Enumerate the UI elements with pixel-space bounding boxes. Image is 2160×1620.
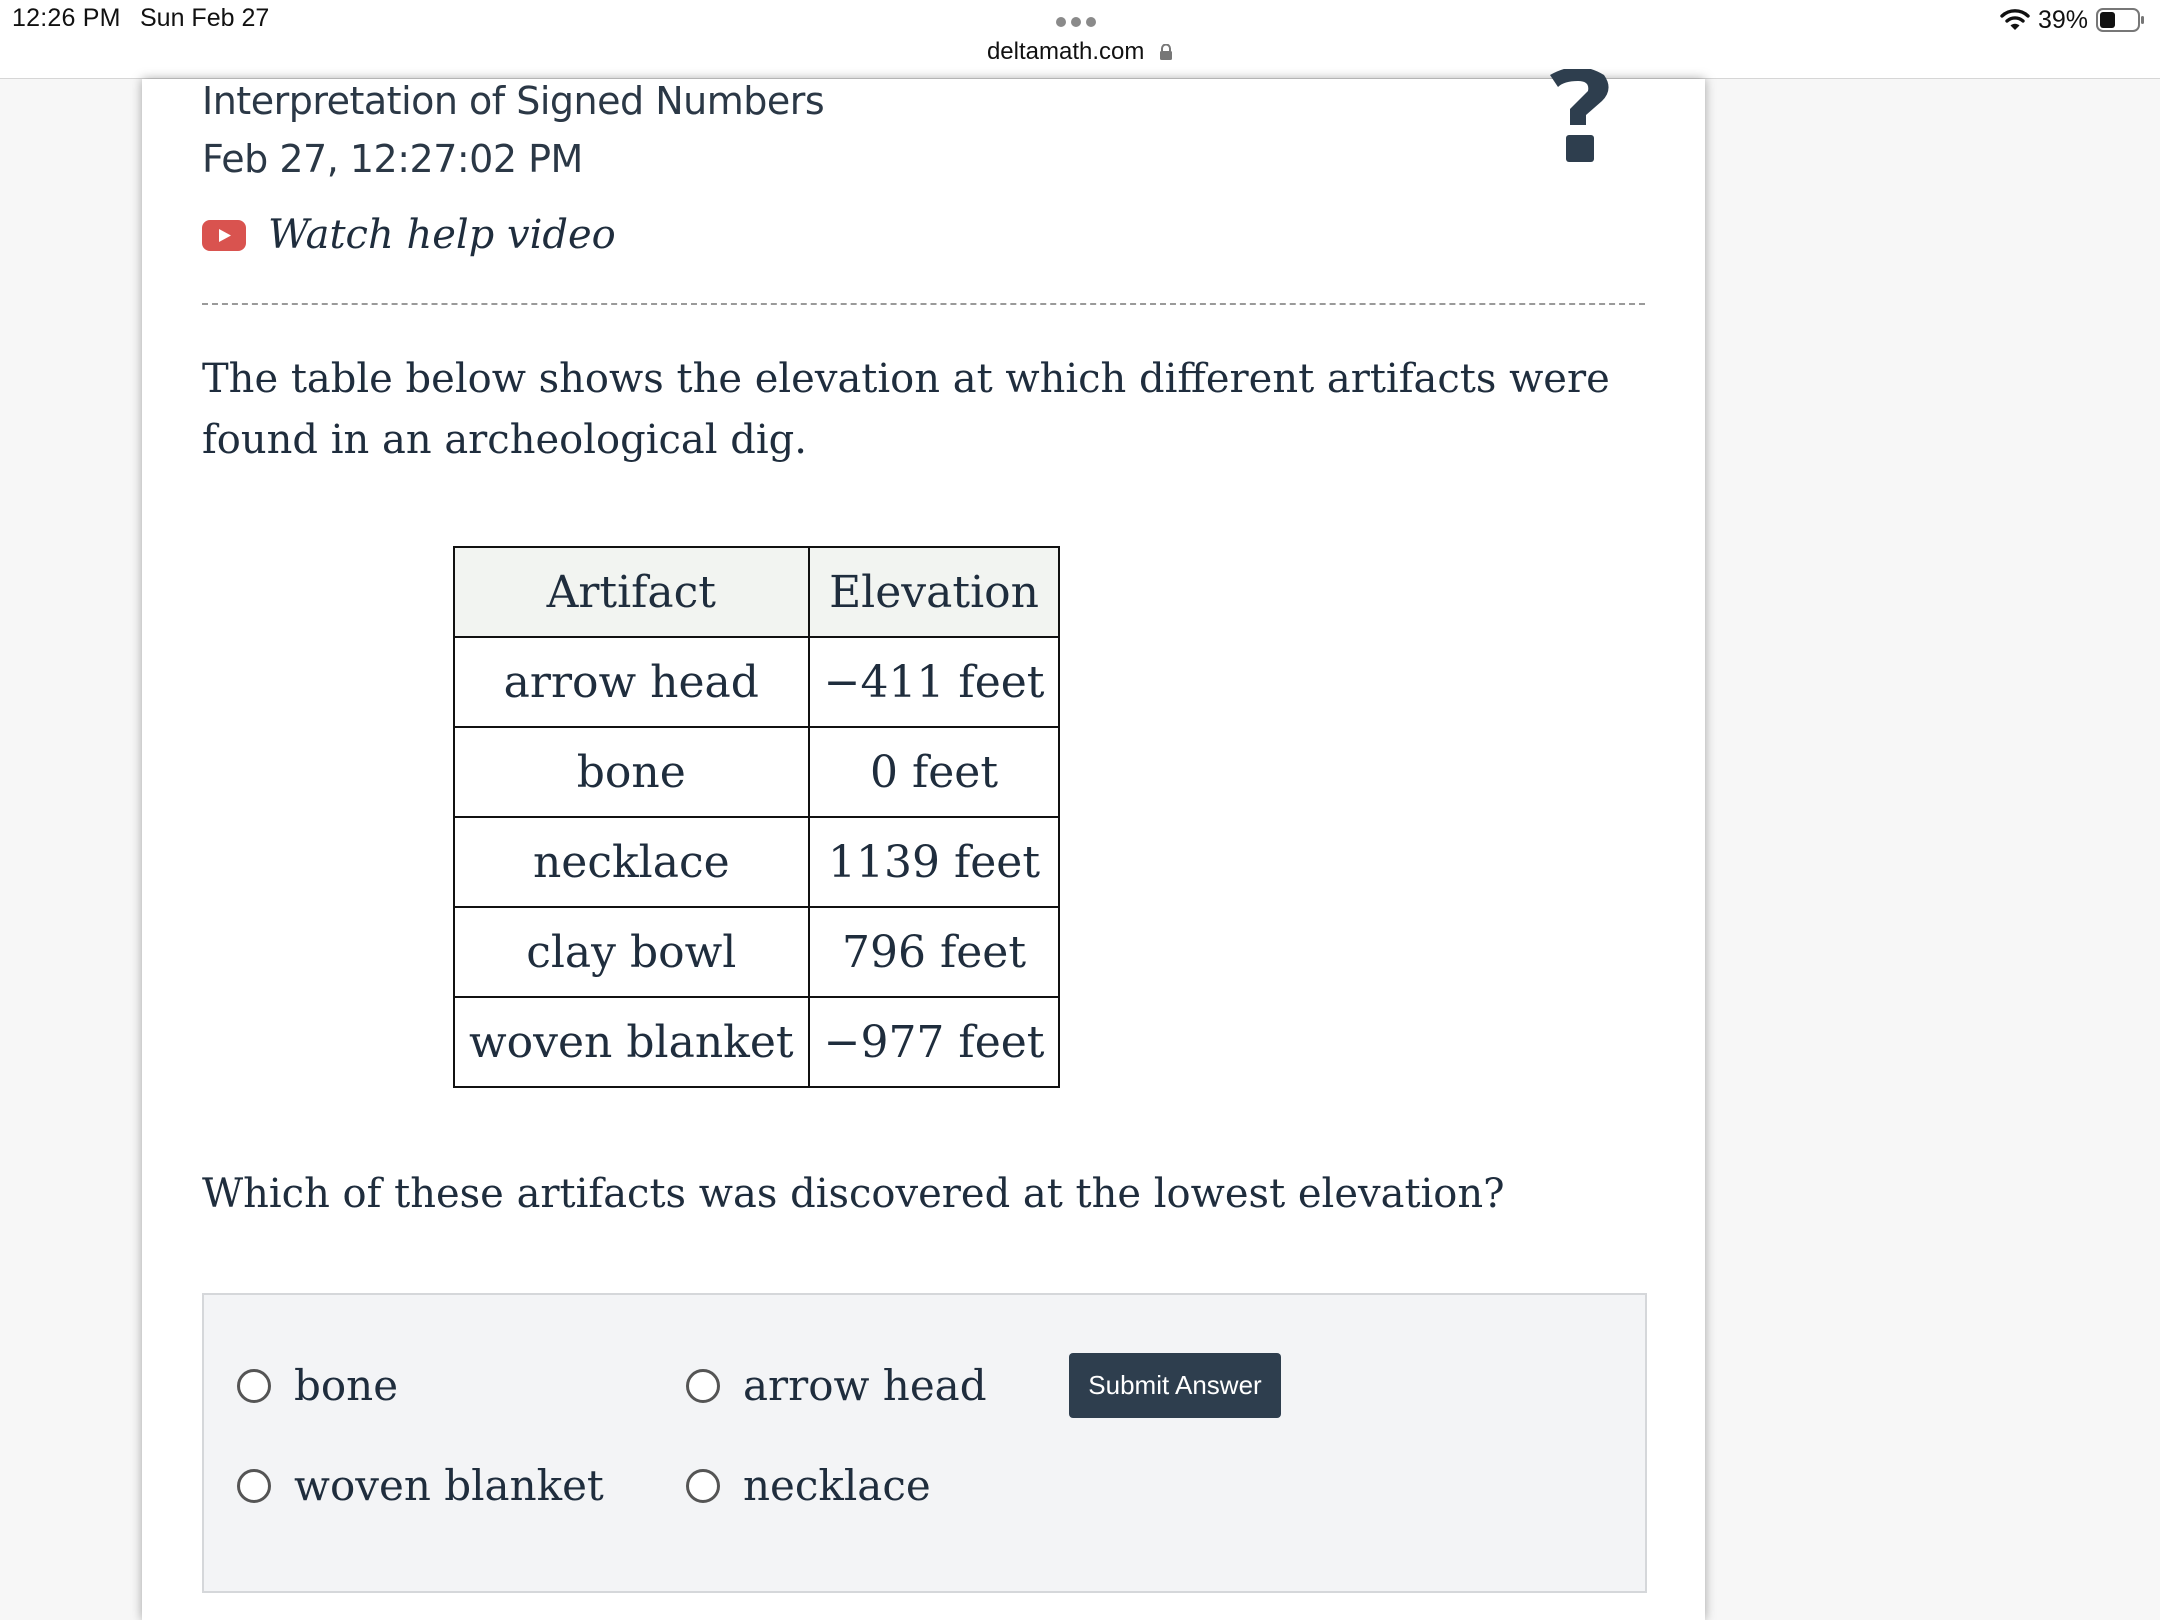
artifact-cell: clay bowl <box>454 907 809 997</box>
help-video-label: Watch help video <box>268 212 616 258</box>
choice-woven-blanket[interactable] <box>237 1461 604 1510</box>
artifact-cell: arrow head <box>454 637 809 727</box>
assignment-panel <box>142 79 1705 1620</box>
question-prompt: Which of these artifacts was discovered at the lowest elevation? <box>202 1171 1505 1217</box>
wifi-icon <box>2000 8 2030 32</box>
battery-icon <box>2096 7 2146 33</box>
elevation-table <box>453 546 1060 1088</box>
url-label: deltamath.com <box>986 38 1145 65</box>
battery-percent: 39% <box>2037 5 2088 34</box>
radio-button[interactable] <box>237 1369 271 1403</box>
artifact-cell: necklace <box>454 817 809 907</box>
url-bar[interactable] <box>0 38 2160 66</box>
choice-arrow-head[interactable] <box>686 1361 987 1410</box>
youtube-play-icon <box>202 220 246 251</box>
status-bar <box>0 0 2160 79</box>
choice-label: woven blanket <box>294 1461 604 1510</box>
question-mark-icon[interactable] <box>1542 69 1614 169</box>
table-row <box>454 727 1059 817</box>
table-header-row <box>454 547 1059 637</box>
elevation-cell: 796 feet <box>809 907 1060 997</box>
elevation-cell: −977 feet <box>809 997 1060 1087</box>
answer-choices-box <box>202 1293 1647 1593</box>
radio-button[interactable] <box>237 1469 271 1503</box>
column-header-elevation: Elevation <box>809 547 1060 637</box>
status-time: 12:26 PM <box>12 4 121 32</box>
elevation-cell: −411 feet <box>809 637 1060 727</box>
assignment-title: Interpretation of Signed Numbers <box>202 79 825 123</box>
radio-button[interactable] <box>686 1469 720 1503</box>
status-date: Sun Feb 27 <box>140 4 270 32</box>
artifact-cell: woven blanket <box>454 997 809 1087</box>
lock-icon <box>1159 44 1173 60</box>
radio-button[interactable] <box>686 1369 720 1403</box>
choice-label: bone <box>294 1361 399 1410</box>
table-row <box>454 907 1059 997</box>
choice-necklace[interactable] <box>686 1461 931 1510</box>
column-header-artifact: Artifact <box>454 547 809 637</box>
choice-bone[interactable] <box>237 1361 398 1410</box>
elevation-cell: 1139 feet <box>809 817 1060 907</box>
table-row <box>454 637 1059 727</box>
choice-label: necklace <box>743 1461 931 1510</box>
table-row <box>454 997 1059 1087</box>
status-indicators <box>2000 4 2146 36</box>
question-text: The table below shows the elevation at which different artifacts were found in an archeological dig. <box>202 356 1610 463</box>
table-row <box>454 817 1059 907</box>
more-dots-icon[interactable] <box>1056 14 1104 26</box>
watch-help-video-link[interactable] <box>202 212 616 258</box>
assignment-timestamp: Feb 27, 12:27:02 PM <box>202 137 583 181</box>
elevation-cell: 0 feet <box>809 727 1060 817</box>
divider <box>202 303 1645 305</box>
submit-answer-button[interactable]: Submit Answer <box>1069 1353 1281 1418</box>
artifact-cell: bone <box>454 727 809 817</box>
choice-label: arrow head <box>743 1361 987 1410</box>
